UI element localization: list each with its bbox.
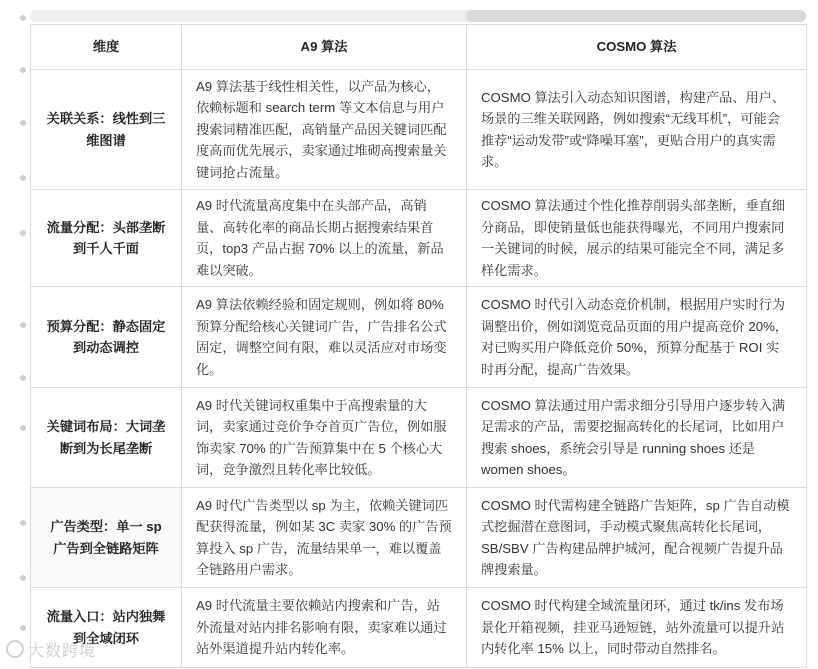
dimension-cell: 广告类型：单一 sp 广告到全链路矩阵 <box>31 488 182 588</box>
comparison-table <box>30 24 807 668</box>
a9-cell: A9 时代流量主要依赖站内搜索和广告，站外流量对站内排名影响有限，卖家难以通过站外渠道提升站内转化率。 <box>182 588 467 668</box>
a9-cell: A9 算法基于线性相关性，以产品为核心，依赖标题和 search term 等文本信息与用户搜索词精准匹配，高销量产品因关键词匹配度高而优先展示，卖家通过堆砌高搜索量关键词抢占流量。 <box>182 70 467 190</box>
table-scroll-thumb[interactable] <box>466 10 806 22</box>
decor-dot <box>20 322 26 328</box>
table-row <box>31 588 807 668</box>
header-cosmo: COSMO 算法 <box>467 25 807 70</box>
decor-dot <box>20 625 26 631</box>
decor-dot <box>20 375 26 381</box>
header-dimension: 维度 <box>31 25 182 70</box>
table-row <box>31 190 807 287</box>
watermark-logo-icon <box>6 640 24 658</box>
decor-dot <box>20 230 26 236</box>
watermark <box>6 638 96 661</box>
decor-dot <box>20 67 26 73</box>
cosmo-cell: COSMO 时代构建全域流量闭环，通过 tk/ins 发布场景化开箱视频，挂亚马逊短链，站外流量可以提升站内转化率 15% 以上，同时带动自然排名。 <box>467 588 807 668</box>
watermark-text: 大数跨境 <box>28 643 97 660</box>
cosmo-cell: COSMO 算法通过个性化推荐削弱头部垄断，垂直细分商品，即使销量低也能获得曝光，不同用户搜索同一关键词的时候，展示的结果可能完全不同，满足多样化需求。 <box>467 190 807 287</box>
decor-dot <box>20 425 26 431</box>
decor-dot <box>20 175 26 181</box>
table-row <box>31 388 807 488</box>
cosmo-cell: COSMO 算法引入动态知识图谱，构建产品、用户、场景的三维关联网路，例如搜索“无线耳机”，可能会推荐“运动发带”或“降噪耳塞”，更贴合用户的真实需求。 <box>467 70 807 190</box>
cosmo-cell: COSMO 时代需构建全链路广告矩阵，sp 广告自动模式挖掘潜在意图词，手动模式聚焦高转化长尾词，SB/SBV 广告构建品牌护城河，配合视频广告提升品牌搜索量。 <box>467 488 807 588</box>
table-row <box>31 287 807 388</box>
dimension-cell: 预算分配：静态固定到动态调控 <box>31 287 182 388</box>
decor-dot <box>20 520 26 526</box>
cosmo-cell: COSMO 算法通过用户需求细分引导用户逐步转入满足需求的产品，需要挖掘高转化的长尾词，比如用户搜索 shoes，系统会引导是 running shoes 还是 women shoes。 <box>467 388 807 488</box>
a9-cell: A9 时代广告类型以 sp 为主，依赖关键词匹配获得流量，例如某 3C 卖家 30% 的广告预算投入 sp 广告，流量结果单一，难以覆盖全链路用户需求。 <box>182 488 467 588</box>
a9-cell: A9 算法依赖经验和固定规则，例如将 80% 预算分配给核心关键词广告，广告排名公式固定，调整空间有限，难以灵活应对市场变化。 <box>182 287 467 388</box>
dimension-cell: 流量分配：头部垄断到千人千面 <box>31 190 182 287</box>
dimension-cell: 流量入口：站内独舞到全域闭环 <box>31 588 182 668</box>
header-a9: A9 算法 <box>182 25 467 70</box>
table-header-row <box>31 25 807 70</box>
table-row <box>31 488 807 588</box>
decor-dot <box>20 575 26 581</box>
a9-cell: A9 时代流量高度集中在头部产品，高销量、高转化率的商品长期占据搜索结果首页，top3 产品占据 70% 以上的流量，新品难以突破。 <box>182 190 467 287</box>
dimension-cell: 关联关系：线性到三维图谱 <box>31 70 182 190</box>
a9-cell: A9 时代关键词权重集中于高搜索量的大词，卖家通过竞价争夺首页广告位，例如服饰卖家 70% 的广告预算集中在 5 个核心大词，竞争激烈且转化率比较低。 <box>182 388 467 488</box>
decor-dot <box>20 15 26 21</box>
decor-dot <box>20 120 26 126</box>
dimension-cell: 关键词布局：大词垄断到为长尾垄断 <box>31 388 182 488</box>
cosmo-cell: COSMO 时代引入动态竞价机制，根据用户实时行为调整出价，例如浏览竞品页面的用户提高竞价 20%，对已购买用户降低竞价 50%，预算分配基于 ROI 实时再分配，提高广告效果。 <box>467 287 807 388</box>
table-row <box>31 70 807 190</box>
